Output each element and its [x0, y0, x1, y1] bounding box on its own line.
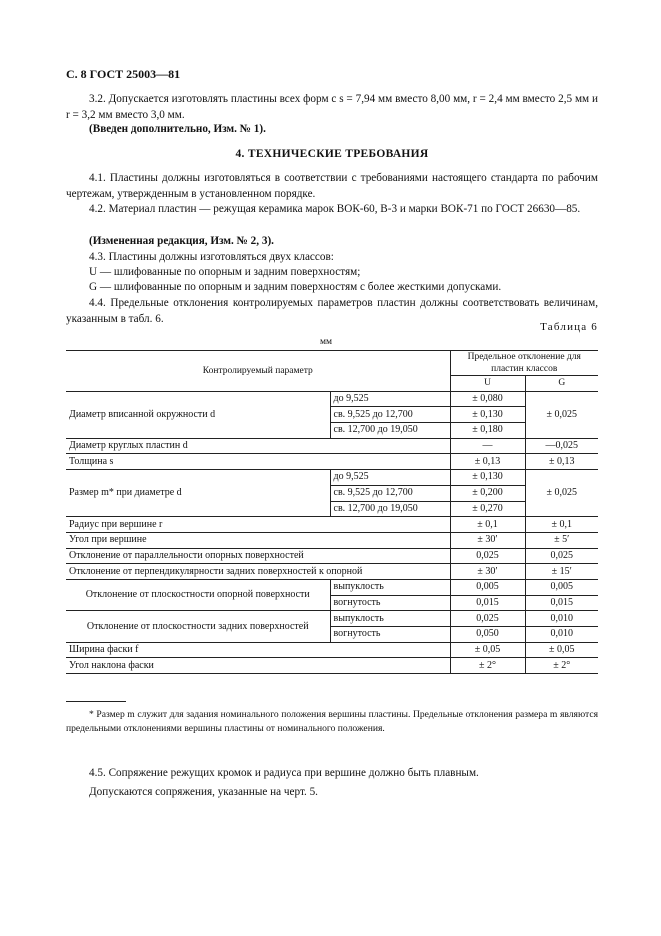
value-u: 0,005: [450, 579, 525, 595]
class-g-description: G — шлифованные по опорным и задним поверхностям с более жесткими допусками.: [89, 281, 502, 293]
section-title: 4. ТЕХНИЧЕСКИЕ ТРЕБОВАНИЯ: [235, 148, 429, 160]
row-sublabel: св. 9,525 до 12,700: [330, 485, 450, 501]
row-label: Отклонение от плоскостности опорной поверхности: [66, 579, 330, 610]
amendment-note-3-2: (Введен дополнительно, Изм. № 1).: [89, 123, 266, 135]
value-u: 0,050: [450, 627, 525, 643]
table-row: [66, 579, 598, 595]
header-class-u: U: [450, 376, 525, 392]
value-u: ± 0,180: [450, 423, 525, 439]
table-row: [66, 438, 598, 454]
paragraph-4-2: 4.2. Материал пластин — режущая керамика марок ВОК-60, В-3 и марки ВОК-71 по ГОСТ 26630—85.: [89, 203, 581, 215]
row-label: Радиус при вершине r: [66, 517, 450, 533]
value-g: 0,015: [525, 595, 598, 611]
value-g: 0,010: [525, 627, 598, 643]
value-u: ± 0,130: [450, 470, 525, 486]
amendment-note-4-2: (Измененная редакция, Изм. № 2, 3).: [89, 235, 274, 247]
value-g: ± 0,05: [525, 642, 598, 658]
row-sublabel: до 9,525: [330, 391, 450, 407]
row-label: Диаметр вписанной окружности d: [66, 391, 330, 438]
value-u: ± 0,05: [450, 642, 525, 658]
table-row: [66, 532, 598, 548]
table-row: [66, 454, 598, 470]
row-sublabel: до 9,525: [330, 470, 450, 486]
table-row: [66, 517, 598, 533]
row-label: Отклонение от параллельности опорных поверхностей: [66, 548, 450, 564]
row-label: Отклонение от перпендикулярности задних поверхностей к опорной: [66, 564, 450, 580]
footnote: * Размер m служит для задания номинального положения вершины пластины. Предельные отклонения размера m являются предельными отклонениями вершины пластины от номинального положения.: [66, 709, 598, 734]
row-sublabel: выпуклость: [330, 611, 450, 627]
header-deviation: Предельное отклонение для пластин классов: [450, 351, 598, 376]
value-u: 0,015: [450, 595, 525, 611]
row-sublabel: вогнутость: [330, 595, 450, 611]
value-g: ± 0,1: [525, 517, 598, 533]
value-u: ± 0,200: [450, 485, 525, 501]
paragraph-3-2: 3.2. Допускается изготовлять пластины всех форм с s = 7,94 мм вместо 8,00 мм, r = 2,4 мм вместо 2,5 мм и r = 3,2 мм вместо 3,0 мм.: [66, 93, 598, 121]
value-u: ± 30′: [450, 532, 525, 548]
value-g: ± 15′: [525, 564, 598, 580]
class-u-description: U — шлифованные по опорным и задним поверхностям;: [89, 266, 361, 278]
value-u: 0,025: [450, 548, 525, 564]
header-param: Контролируемый параметр: [66, 351, 450, 392]
row-sublabel: выпуклость: [330, 579, 450, 595]
row-sublabel: вогнутость: [330, 627, 450, 643]
paragraph-4-3: 4.3. Пластины должны изготовляться двух классов:: [89, 251, 334, 263]
table-row: [66, 548, 598, 564]
table-row: [66, 642, 598, 658]
paragraph-4-4: 4.4. Предельные отклонения контролируемых параметров пластин должны соответствовать величинам, указанным в табл. 6.: [66, 297, 598, 325]
value-u: ± 0,1: [450, 517, 525, 533]
row-label: Отклонение от плоскостности задних поверхностей: [66, 611, 330, 642]
value-g: 0,025: [525, 548, 598, 564]
value-u: ± 30′: [450, 564, 525, 580]
row-label: Угол при вершине: [66, 532, 450, 548]
row-label: Ширина фаски f: [66, 642, 450, 658]
value-u: ± 2°: [450, 658, 525, 674]
row-label: Толщина s: [66, 454, 450, 470]
value-g: 0,010: [525, 611, 598, 627]
table-row: [66, 564, 598, 580]
header-class-g: G: [525, 376, 598, 392]
parameters-table: [66, 350, 598, 674]
value-g: ± 0,13: [525, 454, 598, 470]
row-sublabel: св. 9,525 до 12,700: [330, 407, 450, 423]
paragraph-4-5-continued: Допускаются сопряжения, указанные на черт. 5.: [89, 786, 318, 798]
table-label: Таблица 6: [540, 321, 598, 333]
value-u: 0,025: [450, 611, 525, 627]
value-u: —: [450, 438, 525, 454]
units-label: мм: [320, 337, 333, 347]
value-g: 0,005: [525, 579, 598, 595]
value-g: ± 2°: [525, 658, 598, 674]
row-label: Диаметр круглых пластин d: [66, 438, 450, 454]
value-u: ± 0,13: [450, 454, 525, 470]
value-g: ± 0,025: [525, 391, 598, 438]
table-row: [66, 611, 598, 627]
value-u: ± 0,080: [450, 391, 525, 407]
value-u: ± 0,270: [450, 501, 525, 517]
value-g: ± 5′: [525, 532, 598, 548]
paragraph-4-1: 4.1. Пластины должны изготовляться в соответствии с требованиями настоящего стандарта по рабочим чертежам, утвержденным в установленном порядке.: [66, 172, 598, 200]
table-row: [66, 391, 598, 407]
row-sublabel: св. 12,700 до 19,050: [330, 501, 450, 517]
footnote-divider: [66, 701, 126, 702]
paragraph-4-5: 4.5. Сопряжение режущих кромок и радиуса при вершине должно быть плавным.: [89, 767, 479, 779]
table-row: [66, 470, 598, 486]
row-label: Размер m* при диаметре d: [66, 470, 330, 517]
row-sublabel: св. 12,700 до 19,050: [330, 423, 450, 439]
row-label: Угол наклона фаски: [66, 658, 450, 674]
value-g: —0,025: [525, 438, 598, 454]
table-row: [66, 658, 598, 674]
value-g: ± 0,025: [525, 470, 598, 517]
value-u: ± 0,130: [450, 407, 525, 423]
page-header: С. 8 ГОСТ 25003—81: [66, 67, 181, 81]
